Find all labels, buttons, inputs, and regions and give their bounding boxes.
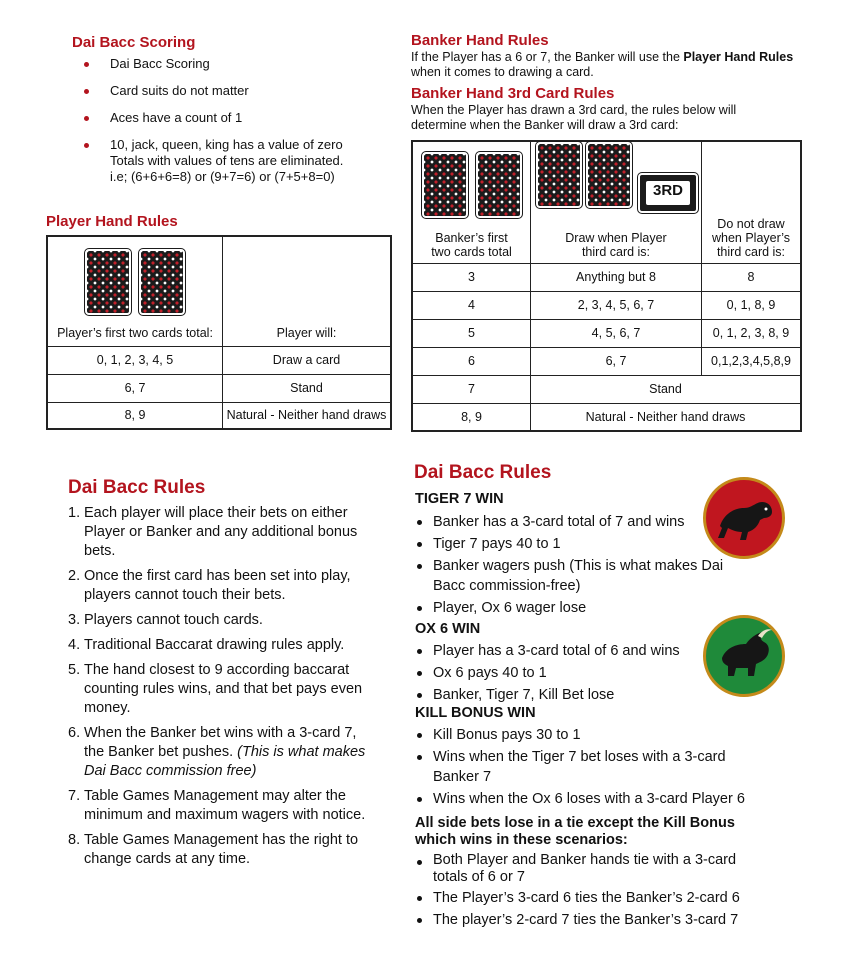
item-number: 6. [68,725,81,741]
third-card-label: 3RD [646,181,690,205]
scoring-list [110,56,400,185]
list-item [415,556,745,596]
list-item: The player’s 2-card 7 ties the Banker’s 3-card 7 [415,910,785,930]
list-item [68,567,388,605]
table-row [47,402,391,429]
table-cell: 8, 9 [412,403,531,431]
card-back-pair [48,249,222,318]
player-rules-title: Player Hand Rules [46,213,178,230]
list-item [68,724,388,781]
card-back-icon [536,142,582,208]
table-cell: 5 [412,319,531,347]
list-item: The Player’s 3-card 6 ties the Banker’s 2-card 6 [415,888,785,908]
table-cell: Natural - Neither hand draws [531,403,802,431]
card-group [531,142,701,225]
tiger-icon [703,477,785,559]
bt-header-1 [412,141,531,263]
list-item [68,504,388,561]
table-cell: 4, 5, 6, 7 [531,319,702,347]
line: Bacc commission-free) [433,578,581,594]
dai-rules-left-title: Dai Bacc Rules [68,477,206,498]
line: Wins when the Tiger 7 bet loses with a 3-card [433,749,726,765]
item-number: 2. [68,568,81,584]
bt-header-1a: Banker’s first [435,230,508,245]
dai-rules-left-list [68,504,388,875]
intro-line: When the Player has drawn a 3rd card, the rules below will [411,103,737,117]
ox-list [415,641,745,707]
kill-title: KILL BONUS WIN [415,705,536,721]
banker-rules-text-bold: Player Hand Rules [683,50,794,64]
bt-header-2b: third card is: [581,244,651,259]
bt-header-1b: two cards total [431,244,512,259]
item-number: 8. [68,832,81,848]
table-cell: 7 [412,375,531,403]
line: minimum and maximum wagers with notice. [84,807,366,823]
table-row [412,347,801,375]
line: Table Games Management has the right to [84,832,359,848]
line: Players cannot touch cards. [84,612,263,628]
list-item: Card suits do not matter [110,83,400,99]
table-cell: 0, 1, 2, 3, 8, 9 [702,319,802,347]
list-item: Aces have a count of 1 [110,110,400,126]
line: totals of 6 or 7 [433,869,525,885]
table-row [412,291,801,319]
table-row [412,263,801,291]
table-cell: Stand [223,374,392,402]
table-cell: 8 [702,263,802,291]
item-number: 4. [68,637,81,653]
player-header-left [47,236,223,346]
card-back-pair [413,152,530,221]
tiger-list [415,512,745,620]
card-back-icon [85,249,131,315]
list-item: Player has a 3-card total of 6 and wins [415,641,745,661]
item-number: 5. [68,662,81,678]
table-cell: 8, 9 [47,402,223,429]
list-item [415,852,785,886]
table-row [412,403,801,431]
table-row [412,319,801,347]
table-row [47,346,391,374]
ox-title: OX 6 WIN [415,621,481,637]
table-row [47,374,391,402]
table-cell: 3 [412,263,531,291]
table-cell: Draw a card [223,346,392,374]
item-number: 3. [68,612,81,628]
table-cell: Anything but 8 [531,263,702,291]
line-italic: (This is what makes [233,744,366,760]
line: The hand closest to 9 according baccarat [84,662,350,678]
banker-third-intro [411,103,831,133]
list-item: Kill Bonus pays 30 to 1 [415,725,775,745]
bt-header-3b: when Player’s [711,230,791,245]
line: Banker 7 [433,769,492,785]
banker-rules-text-b: when it comes to drawing a card. [411,65,594,79]
kill-list [415,725,775,811]
card-back-icon [422,152,468,218]
banker-rules-title: Banker Hand Rules [411,32,549,49]
tiger-title: TIGER 7 WIN [415,491,504,507]
list-item [68,831,388,869]
banker-rules-text [411,50,831,80]
table-cell: 6, 7 [531,347,702,375]
line: Both Player and Banker hands tie with a 3-card [433,852,737,868]
list-item [68,611,388,630]
line: Traditional Baccarat drawing rules apply. [84,637,345,653]
banker-third-table [411,140,802,432]
list-item [68,661,388,718]
list-item [110,137,400,185]
table-cell: Stand [531,375,802,403]
card-back-icon [586,142,632,208]
player-rules-table [46,235,392,430]
table-cell: 6 [412,347,531,375]
table-cell: 2, 3, 4, 5, 6, 7 [531,291,702,319]
line: Dai Bacc commission free) [84,763,257,779]
line: Table Games Management may alter the [84,788,346,804]
table-cell: 0,1,2,3,4,5,8,9 [702,347,802,375]
list-item: Dai Bacc Scoring [110,56,400,72]
scoring-line: 10, jack, queen, king has a value of zero [110,137,343,152]
list-item [68,636,388,655]
tie-list [415,852,785,932]
list-item [415,747,775,787]
line: counting rules wins, and that bet pays even [84,681,363,697]
scoring-line: i.e; (6+6+6=8) or (9+7=6) or (7+5+8=0) [110,169,335,184]
table-cell: 4 [412,291,531,319]
player-header-left-label: Player’s first two cards total: [57,325,213,340]
table-cell: 0, 1, 2, 3, 4, 5 [47,346,223,374]
list-item: Tiger 7 pays 40 to 1 [415,534,745,554]
scoring-line: Totals with values of tens are eliminated. [110,153,344,168]
line: When the Banker bet wins with a 3-card 7, [84,725,357,741]
banker-rules-text-a: If the Player has a 6 or 7, the Banker will use the [411,50,684,64]
line-text: the Banker bet pushes. [84,744,234,760]
bt-header-2a: Draw when Player [565,230,667,245]
list-item: Banker has a 3-card total of 7 and wins [415,512,745,532]
bt-header-2 [531,141,702,263]
item-number: 1. [68,505,81,521]
player-header-right: Player will: [223,236,392,346]
list-item: Player, Ox 6 wager lose [415,598,745,618]
card-back-icon [476,152,522,218]
tie-title-line: which wins in these scenarios: [415,832,628,848]
banker-rules-line [411,50,831,65]
table-cell: 0, 1, 8, 9 [702,291,802,319]
table-row [412,375,801,403]
item-number: 7. [68,788,81,804]
table-cell: 6, 7 [47,374,223,402]
line: Banker wagers push (This is what makes Dai [433,558,724,574]
line: players cannot touch their bets. [84,587,286,603]
list-item [68,787,388,825]
line [84,743,388,762]
line: Player or Banker and any additional bonus [84,524,358,540]
bt-header-3a: Do not draw [717,216,785,231]
scoring-title: Dai Bacc Scoring [72,34,196,51]
table-cell: Natural - Neither hand draws [223,402,392,429]
bt-header-3 [702,141,802,263]
card-back-icon [139,249,185,315]
tie-title-line: All side bets lose in a tie except the Kill Bonus [415,815,735,831]
line: change cards at any time. [84,851,251,867]
third-card-icon [638,173,698,213]
line: money. [84,700,131,716]
intro-line: determine when the Banker will draw a 3rd card: [411,118,679,132]
line: Each player will place their bets on either [84,505,348,521]
ox-icon [703,615,785,697]
bt-header-3c: third card is: [716,244,786,259]
list-item: Ox 6 pays 40 to 1 [415,663,745,683]
dai-rules-right-title: Dai Bacc Rules [414,462,552,483]
list-item: Banker, Tiger 7, Kill Bet lose [415,685,745,705]
banker-third-title: Banker Hand 3rd Card Rules [411,85,615,102]
tie-title [415,815,735,849]
list-item: Wins when the Ox 6 loses with a 3-card Player 6 [415,789,775,809]
line: Once the first card has been set into play, [84,568,351,584]
line: bets. [84,543,116,559]
